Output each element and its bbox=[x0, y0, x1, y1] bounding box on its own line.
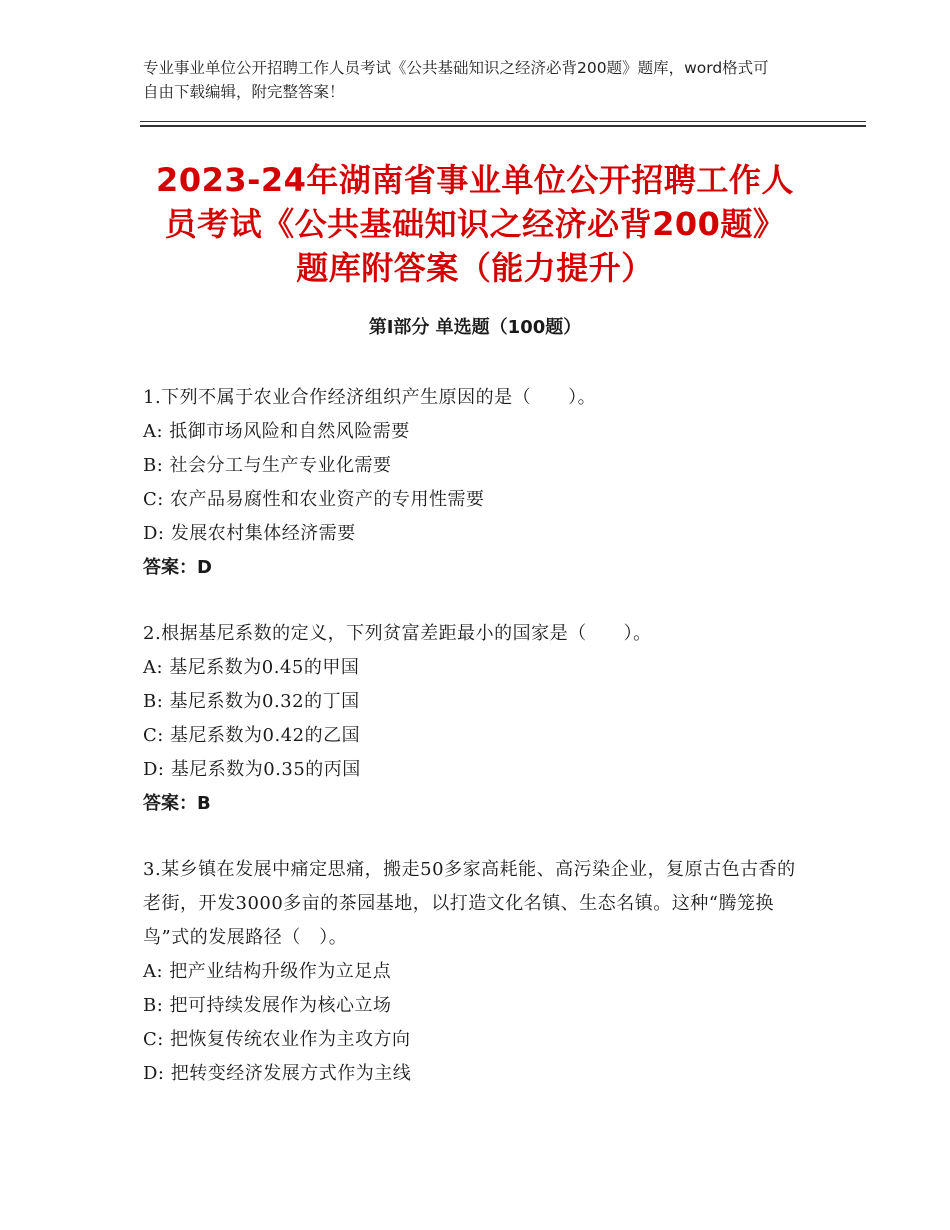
option-d: D: 发展农村集体经济需要 bbox=[143, 523, 356, 544]
option-c: C: 把恢复传统农业作为主攻方向 bbox=[143, 1029, 411, 1050]
question-2 bbox=[143, 617, 808, 821]
option-c: C: 农产品易腐性和农业资产的专用性需要 bbox=[143, 489, 485, 510]
answer: 答案：B bbox=[143, 793, 211, 814]
option-c: C: 基尼系数为0.42的乙国 bbox=[143, 725, 361, 746]
question-stem: 1.下列不属于农业合作经济组织产生原因的是（ ）。 bbox=[143, 387, 597, 408]
option-d: D: 基尼系数为0.35的丙国 bbox=[143, 759, 361, 780]
title-line: 2023-24年湖南省事业单位公开招聘工作人 bbox=[156, 161, 794, 199]
option-a: A: 抵御市场风险和自然风险需要 bbox=[143, 421, 410, 442]
question-list bbox=[143, 381, 808, 1123]
option-b: B: 把可持续发展作为核心立场 bbox=[143, 995, 392, 1016]
header-rule-thick bbox=[140, 125, 866, 127]
question-1 bbox=[143, 381, 808, 585]
title-line: 题库附答案（能力提升） bbox=[296, 249, 654, 287]
question-stem: 2.根据基尼系数的定义，下列贫富差距最小的国家是（ ）。 bbox=[143, 623, 652, 644]
title-line: 员考试《公共基础知识之经济必背200题》 bbox=[164, 205, 786, 243]
header-note: 专业事业单位公开招聘工作人员考试《公共基础知识之经济必背200题》题库，word格式可自由下载编辑，附完整答案！ bbox=[143, 59, 769, 101]
section-heading: 第I部分 单选题（100题） bbox=[368, 317, 582, 338]
option-a: A: 基尼系数为0.45的甲国 bbox=[143, 657, 360, 678]
answer: 答案：D bbox=[143, 557, 212, 578]
option-b: B: 社会分工与生产专业化需要 bbox=[143, 455, 392, 476]
option-b: B: 基尼系数为0.32的丁国 bbox=[143, 691, 360, 712]
header-rule-thin bbox=[140, 121, 866, 122]
option-a: A: 把产业结构升级作为立足点 bbox=[143, 961, 392, 982]
option-d: D: 把转变经济发展方式作为主线 bbox=[143, 1063, 412, 1084]
question-3 bbox=[143, 853, 808, 1091]
question-stem: 3.某乡镇在发展中痛定思痛，搬走50多家高耗能、高污染企业，复原古色古香的老街，开发3000多亩的茶园基地，以打造文化名镇、生态名镇。这种“腾笼换鸟”式的发展路径（ ）。 bbox=[143, 859, 796, 948]
document-title bbox=[130, 158, 820, 290]
